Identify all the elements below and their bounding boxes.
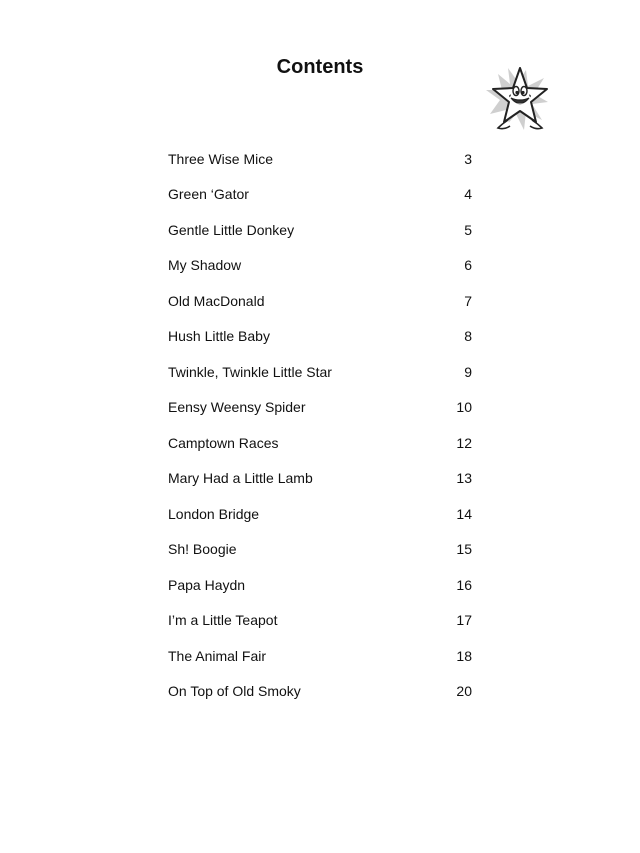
toc-entry-page: 17 <box>456 612 472 629</box>
toc-entry <box>168 283 472 319</box>
toc-entry-page: 4 <box>464 186 472 203</box>
toc-entry-page: 20 <box>456 683 472 700</box>
toc-entry <box>168 567 472 603</box>
toc-entry <box>168 141 472 177</box>
toc-entry <box>168 177 472 213</box>
toc-entry <box>168 248 472 284</box>
toc-entry <box>168 496 472 532</box>
toc-entry-title: Gentle Little Donkey <box>168 221 295 238</box>
toc-entry-page: 7 <box>464 292 472 309</box>
toc-entry-title: Green ‘Gator <box>168 186 249 203</box>
toc-entry-title: Mary Had a Little Lamb <box>168 470 313 487</box>
toc-entry-title: London Bridge <box>168 505 260 522</box>
toc-entry-title: I’m a Little Teapot <box>168 612 278 629</box>
table-of-contents <box>168 141 472 709</box>
toc-entry-title: Eensy Weensy Spider <box>168 399 306 416</box>
toc-entry-title: Camptown Races <box>168 434 279 451</box>
smiling-star-character-icon <box>484 64 550 134</box>
toc-entry-page: 9 <box>464 363 472 380</box>
toc-entry <box>168 212 472 248</box>
toc-entry-page: 14 <box>456 505 472 522</box>
toc-entry <box>168 390 472 426</box>
toc-entry-title: Sh! Boogie <box>168 541 237 558</box>
toc-entry-page: 3 <box>464 150 472 167</box>
toc-entry <box>168 638 472 674</box>
toc-entry <box>168 461 472 497</box>
toc-entry-page: 15 <box>456 541 472 558</box>
toc-entry-title: Papa Haydn <box>168 576 246 593</box>
page-title: Contents <box>276 56 364 78</box>
toc-entry <box>168 354 472 390</box>
toc-entry-title: Old MacDonald <box>168 292 265 309</box>
toc-entry <box>168 674 472 710</box>
toc-entry-title: Twinkle, Twinkle Little Star <box>168 363 332 380</box>
toc-entry <box>168 532 472 568</box>
toc-entry-title: On Top of Old Smoky <box>168 683 301 700</box>
toc-entry-page: 12 <box>456 434 472 451</box>
toc-entry-title: My Shadow <box>168 257 242 274</box>
toc-entry-page: 8 <box>464 328 472 345</box>
toc-entry-title: Three Wise Mice <box>168 150 274 167</box>
toc-entry-page: 6 <box>464 257 472 274</box>
toc-entry-page: 5 <box>464 221 472 238</box>
toc-entry <box>168 603 472 639</box>
toc-entry-page: 16 <box>456 576 472 593</box>
toc-entry-page: 10 <box>456 399 472 416</box>
star-mascot-icon <box>484 64 550 134</box>
toc-entry <box>168 319 472 355</box>
toc-entry <box>168 425 472 461</box>
toc-entry-page: 13 <box>456 470 472 487</box>
toc-entry-title: Hush Little Baby <box>168 328 270 345</box>
toc-entry-title: The Animal Fair <box>168 647 267 664</box>
toc-entry-page: 18 <box>456 647 472 664</box>
